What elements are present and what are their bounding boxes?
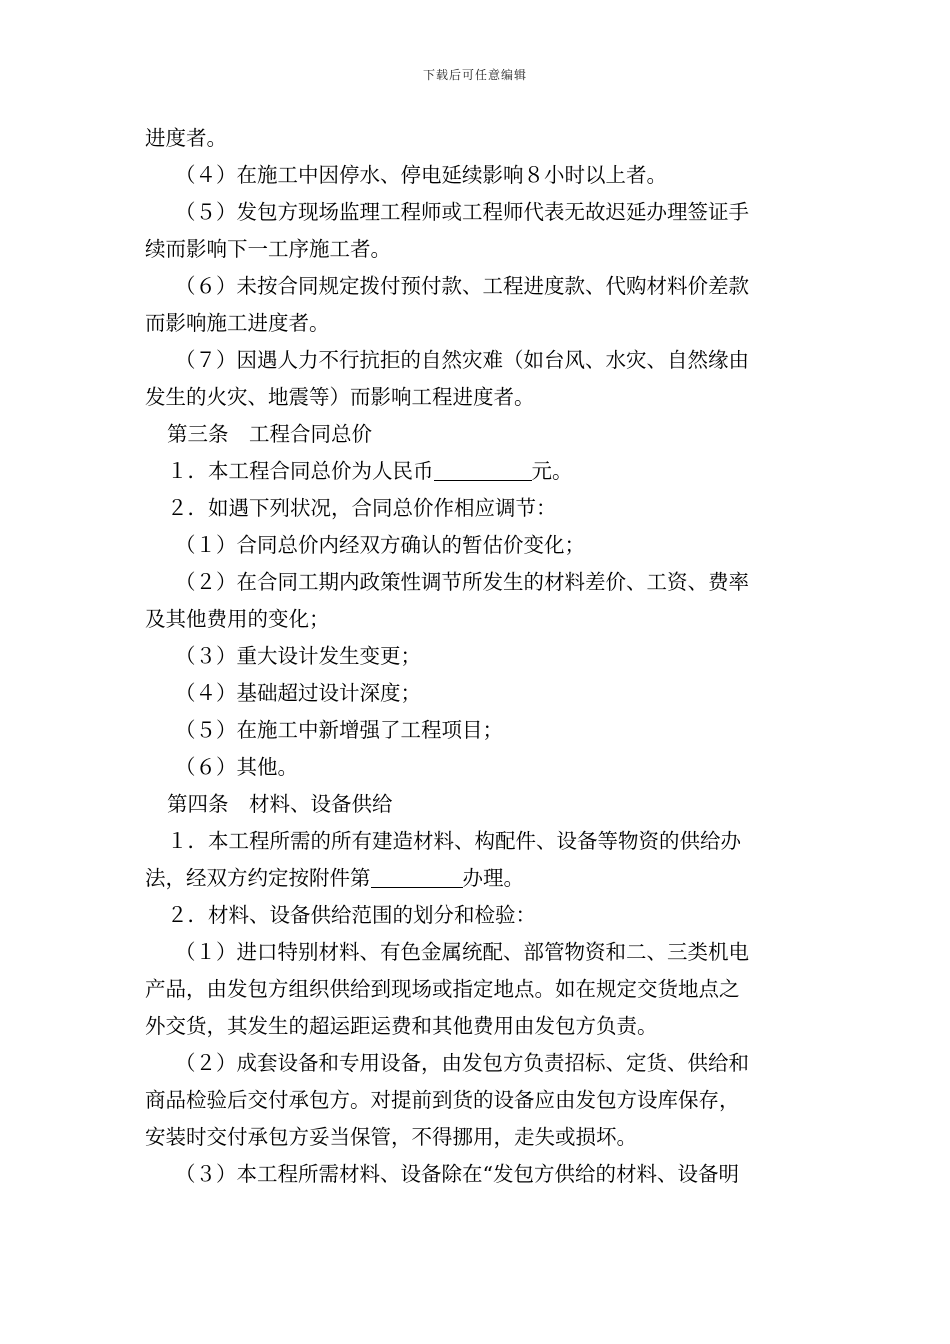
text-line: （３）重大设计发生变更；	[175, 644, 421, 668]
text-line: 外交货，其发生的超运距运费和其他费用由发包方负责。	[145, 1014, 658, 1038]
text-line: １．本工程合同总价为人民币 元。	[145, 453, 810, 490]
text-line: 商品检验后交付承包方。对提前到货的设备应由发包方设库保存，	[145, 1088, 740, 1112]
section-heading: 第四条 材料、设备供给	[167, 792, 393, 816]
document-body	[145, 120, 810, 1193]
text-line: （２）在合同工期内政策性调节所发生的材料差价、工资、费率	[175, 570, 749, 594]
text-line: （４）在施工中因停水、停电延续影响８小时以上者。	[175, 163, 667, 187]
fill-in-blank	[434, 456, 532, 481]
text-line: （５）发包方现场监理工程师或工程师代表无故迟延办理签证手	[175, 200, 749, 224]
text-line: 发生的火灾、地震等）而影响工程进度者。	[145, 385, 535, 409]
text-line: 安装时交付承包方妥当保管，不得挪用，走失或损坏。	[145, 1125, 637, 1149]
text-line: （７）因遇人力不行抗拒的自然灾难（如台风、水灾、自然缘由	[175, 348, 749, 372]
text-line: ２．如遇下列状况，合同总价作相应调节：	[167, 496, 557, 520]
text-line: （６）其他。	[175, 755, 298, 779]
text-line: 及其他费用的变化；	[145, 607, 330, 631]
section-heading: 第三条 工程合同总价	[167, 422, 372, 446]
text-line: （３）本工程所需材料、设备除在“发包方供给的材料、设备明	[175, 1162, 739, 1186]
text-line: 进度者。	[145, 126, 227, 150]
page-header: 下载后可任意编辑	[422, 68, 527, 82]
fill-in-blank	[371, 863, 463, 888]
text-line: （６）未按合同规定拨付预付款、工程进度款、代购材料价差款	[175, 274, 749, 298]
text-line: 而影响施工进度者。	[145, 311, 330, 335]
text-line: （２）成套设备和专用设备，由发包方负责招标、定货、供给和	[175, 1051, 749, 1075]
text-line: （４）基础超过设计深度；	[175, 681, 421, 705]
text-line: （５）在施工中新增强了工程项目；	[175, 718, 503, 742]
text-line: 续而影响下一工序施工者。	[145, 237, 391, 261]
text-line: ２．材料、设备供给范围的划分和检验：	[167, 903, 536, 927]
text-line: １．本工程所需的所有建造材料、构配件、设备等物资的供给办	[167, 829, 741, 853]
text-line: （１）进口特别材料、有色金属统配、部管物资和二、三类机电	[175, 940, 749, 964]
text-line: 产品，由发包方组织供给到现场或指定地点。如在规定交货地点之	[145, 977, 740, 1001]
text-line: （１）合同总价内经双方确认的暂估价变化；	[175, 533, 585, 557]
text-line: 法，经双方约定按附件第 办理。	[145, 860, 810, 897]
